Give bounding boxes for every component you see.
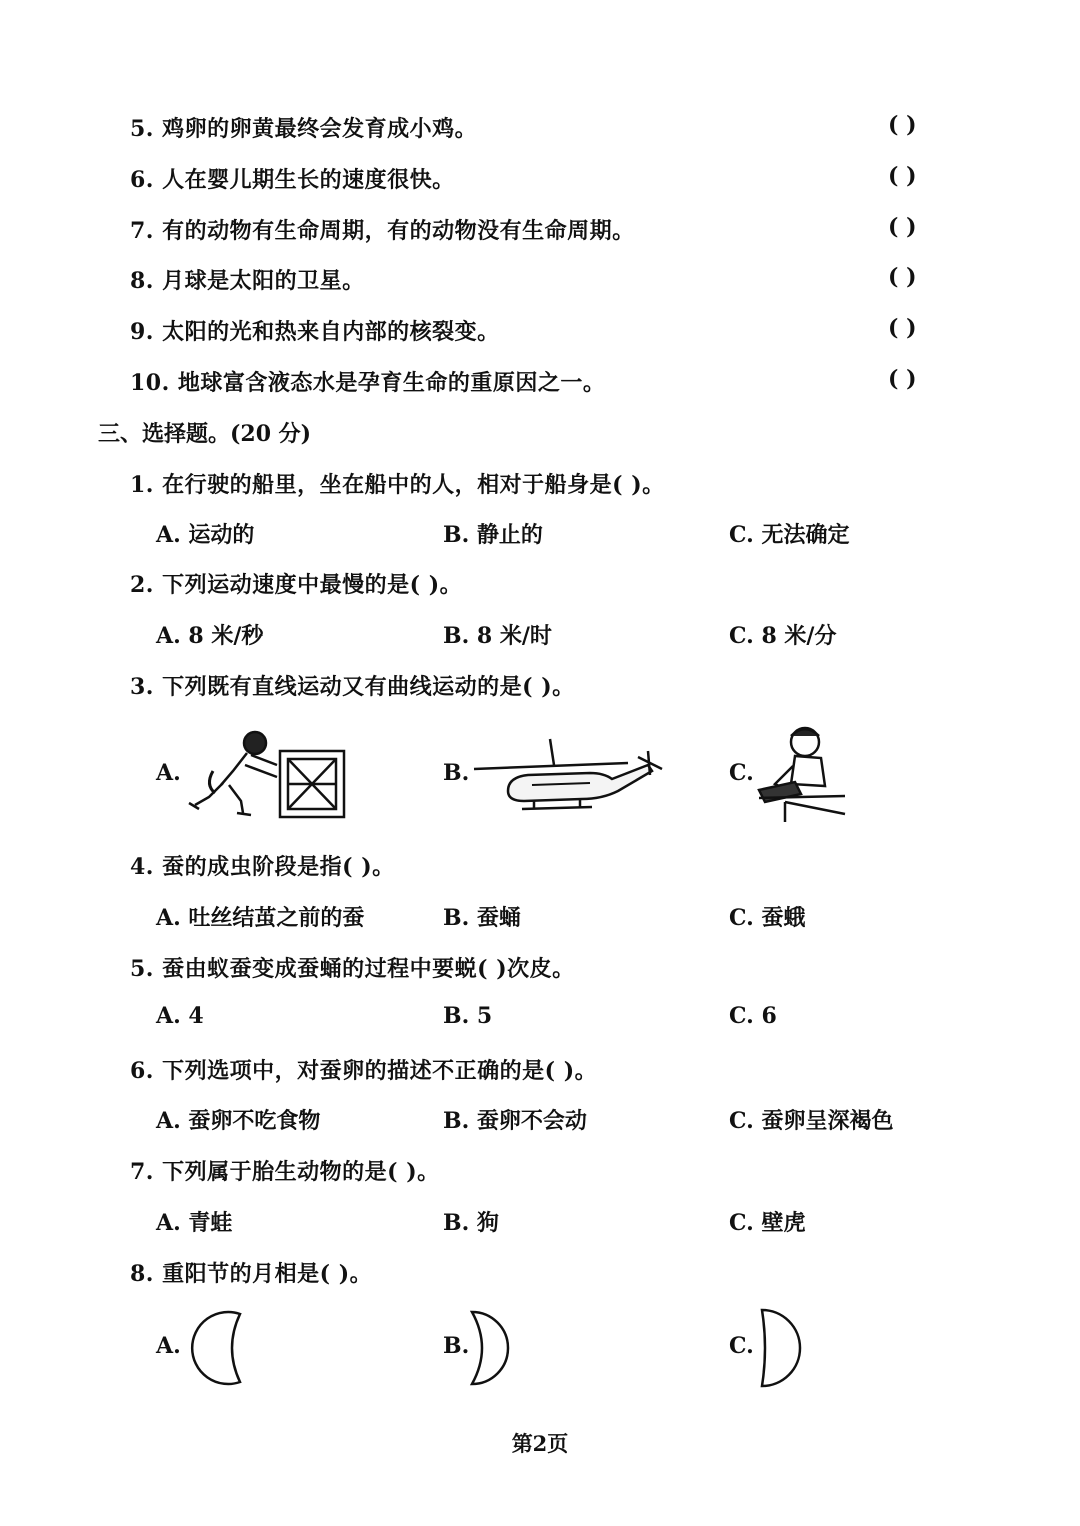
helicopter-icon	[472, 735, 667, 820]
question-5-option-a[interactable]: A. 4	[156, 1003, 204, 1029]
answer-blank[interactable]: ( )	[888, 214, 917, 240]
judge-item-10: 10. 地球富含液态水是孕育生命的重原因之一。	[130, 370, 606, 396]
answer-blank[interactable]: ( )	[888, 315, 917, 341]
question-2-stem: 2. 下列运动速度中最慢的是( )。	[130, 572, 463, 598]
question-4-stem: 4. 蚕的成虫阶段是指( )。	[130, 854, 395, 880]
moon-half-icon	[756, 1306, 811, 1390]
question-1-option-a[interactable]: A. 运动的	[156, 522, 255, 548]
answer-blank[interactable]: ( )	[888, 264, 917, 290]
question-6-option-b[interactable]: B. 蚕卵不会动	[443, 1108, 587, 1134]
judge-item-5: 5. 鸡卵的卵黄最终会发育成小鸡。	[130, 116, 478, 142]
question-7-option-b[interactable]: B. 狗	[443, 1210, 499, 1236]
question-3-option-c[interactable]: C.	[729, 760, 754, 786]
question-6-option-c[interactable]: C. 蚕卵呈深褐色	[729, 1108, 894, 1134]
question-3-option-b[interactable]: B.	[443, 760, 470, 786]
question-7-stem: 7. 下列属于胎生动物的是( )。	[130, 1159, 440, 1185]
moon-gibbous-icon	[180, 1308, 252, 1388]
judge-item-8: 8. 月球是太阳的卫星。	[130, 268, 365, 294]
question-8-option-c[interactable]: C.	[729, 1333, 754, 1359]
question-3-option-a[interactable]: A.	[156, 760, 181, 786]
judge-item-9: 9. 太阳的光和热来自内部的核裂变。	[130, 319, 500, 345]
question-7-option-a[interactable]: A. 青蛙	[156, 1210, 233, 1236]
question-8-stem: 8. 重阳节的月相是( )。	[130, 1261, 373, 1287]
question-2-option-a[interactable]: A. 8 米/秒	[156, 623, 264, 649]
question-7-option-c[interactable]: C. 壁虎	[729, 1210, 806, 1236]
question-6-option-a[interactable]: A. 蚕卵不吃食物	[156, 1108, 321, 1134]
question-8-option-b[interactable]: B.	[443, 1333, 470, 1359]
question-1-option-b[interactable]: B. 静止的	[443, 522, 543, 548]
question-2-option-b[interactable]: B. 8 米/时	[443, 623, 552, 649]
question-5-stem: 5. 蚕由蚁蚕变成蚕蛹的过程中要蜕( )次皮。	[130, 956, 575, 982]
moon-crescent-icon	[466, 1308, 508, 1388]
section-title: 三、选择题。(20 分)	[98, 421, 312, 447]
answer-blank[interactable]: ( )	[888, 163, 917, 189]
judge-item-7: 7. 有的动物有生命周期，有的动物没有生命周期。	[130, 218, 635, 244]
question-1-option-c[interactable]: C. 无法确定	[729, 522, 850, 548]
question-1-stem: 1. 在行驶的船里，坐在船中的人，相对于船身是( )。	[130, 472, 665, 498]
answer-blank[interactable]: ( )	[888, 112, 917, 138]
judge-item-6: 6. 人在婴儿期生长的速度很快。	[130, 167, 455, 193]
boy-at-desk-icon	[755, 722, 850, 822]
question-8-option-a[interactable]: A.	[156, 1333, 181, 1359]
girl-pushing-box-icon	[185, 725, 350, 820]
question-6-stem: 6. 下列选项中，对蚕卵的描述不正确的是( )。	[130, 1058, 598, 1084]
question-2-option-c[interactable]: C. 8 米/分	[729, 623, 837, 649]
question-3-stem: 3. 下列既有直线运动又有曲线运动的是( )。	[130, 674, 575, 700]
question-4-option-c[interactable]: C. 蚕蛾	[729, 905, 806, 931]
question-5-option-c[interactable]: C. 6	[729, 1003, 777, 1029]
page-number: 第2页	[511, 1431, 569, 1456]
question-4-option-a[interactable]: A. 吐丝结茧之前的蚕	[156, 905, 365, 931]
question-4-option-b[interactable]: B. 蚕蛹	[443, 905, 521, 931]
question-5-option-b[interactable]: B. 5	[443, 1003, 493, 1029]
answer-blank[interactable]: ( )	[888, 366, 917, 392]
